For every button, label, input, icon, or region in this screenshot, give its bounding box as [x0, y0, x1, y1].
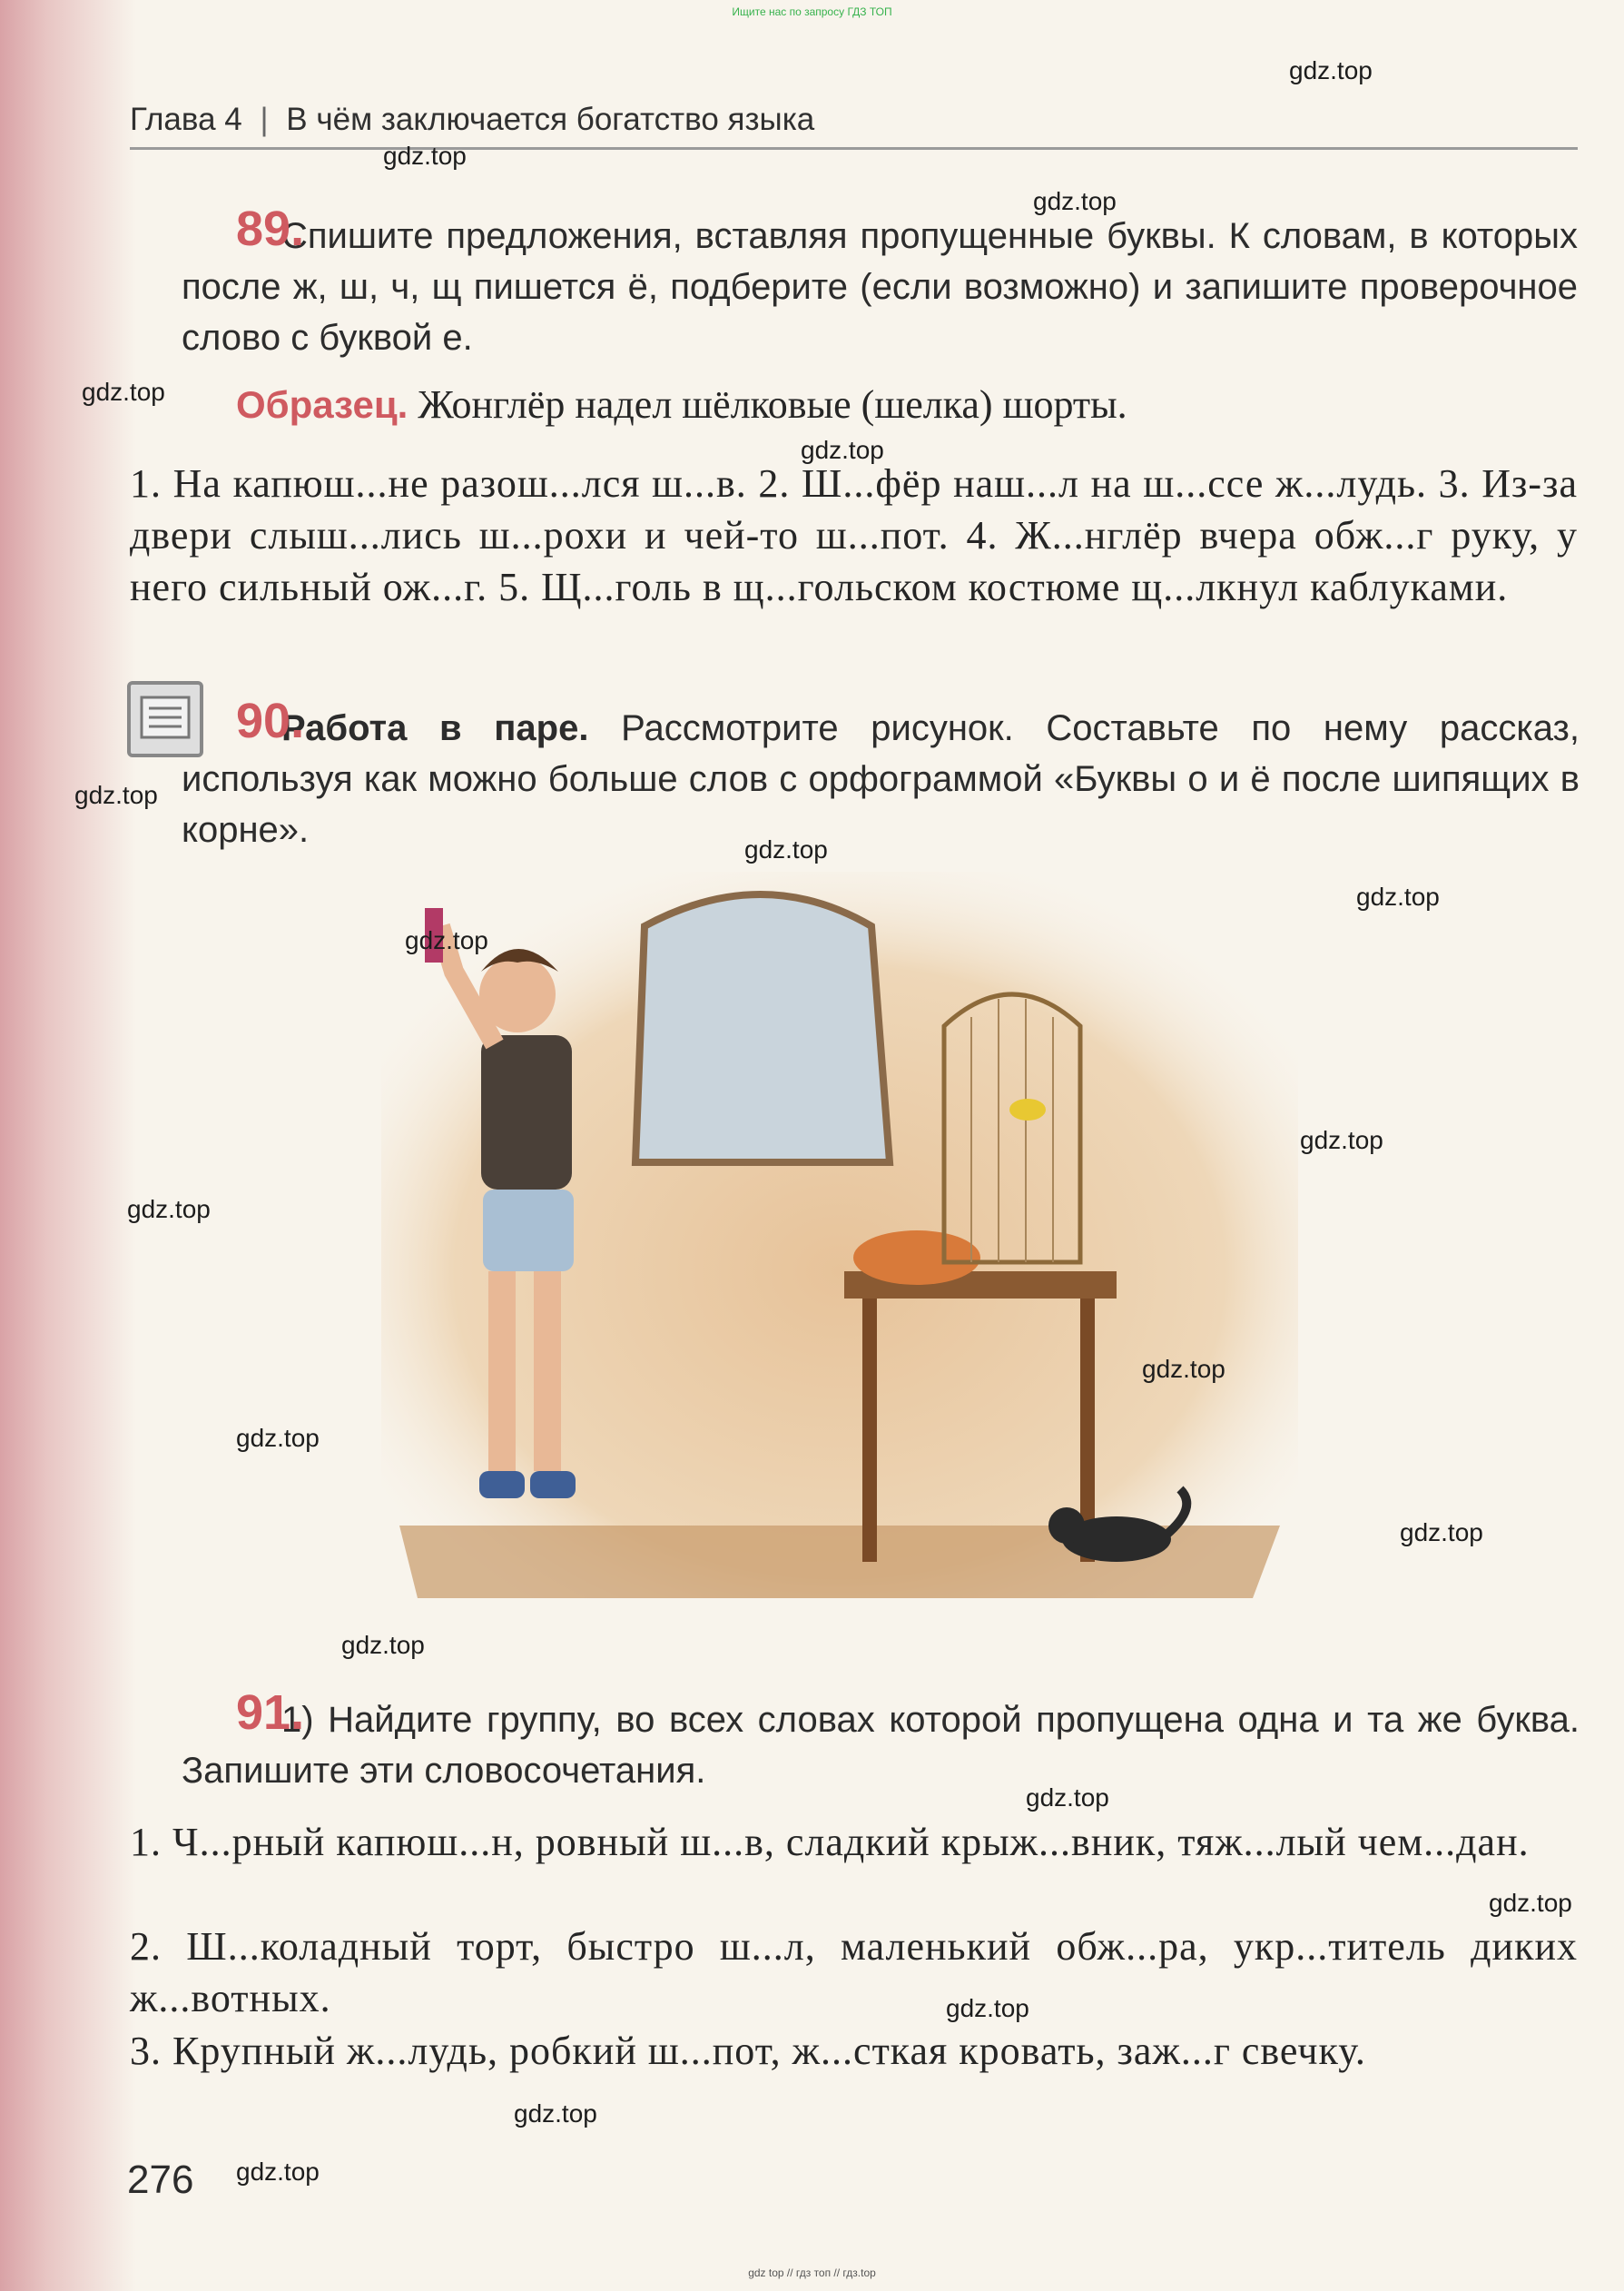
watermark: gdz.top	[236, 1424, 320, 1452]
exercise-90-task	[182, 694, 1580, 855]
watermark: gdz.top	[744, 835, 828, 864]
exercise-90-label: Работа в паре.	[281, 708, 589, 748]
page-number: 276	[127, 2158, 194, 2202]
exercise-91-task	[182, 1685, 1580, 1796]
exercise-91-item-2: 2. Ш...коладный торт, быстро ш...л, маленький обж...ра, укр...титель диких ж...вотных.	[130, 1924, 1578, 2020]
sample-label: Образец.	[236, 383, 408, 426]
watermark: gdz.top	[74, 781, 158, 809]
watermark: gdz.top	[946, 1994, 1029, 2022]
watermark: gdz.top	[514, 2099, 597, 2128]
exercise-91-instructions: 1) Найдите группу, во всех словах которой пропущена одна и та же буква. Запишите эти словосочетания.	[182, 1700, 1580, 1791]
header-separator: |	[260, 102, 269, 137]
watermark: gdz.top	[82, 378, 165, 406]
running-header	[130, 102, 1578, 150]
exercise-90-instructions: Рассмотрите рисунок. Составьте по нему рассказ, используя как можно больше слов с орфограммой «Буквы о и ё после шипящих в корне».	[182, 708, 1580, 850]
exercise-89-sample	[236, 378, 1570, 432]
watermark: gdz.top	[801, 436, 884, 464]
exercise-89-sentences: 1. На капюш...не разош...лся ш...в. 2. Ш...фёр наш...л на ш...ссе ж...лудь. 3. Из-за двери слыш...лись ш...рохи и чей-то ш...пот. 4. Ж...нглёр вчера обж...г руку, у него сильный ож...г. 5. Щ...голь в щ...гольском костюме щ...лкнул каблуками.	[130, 461, 1578, 609]
watermark: gdz.top	[383, 142, 467, 170]
exercise-89-instructions: Спишите предложения, вставляя пропущенные буквы. К словам, в которых после ж, ш, ч, щ пишется ё, подберите (если возможно) и запишите проверочное слово с буквой е.	[182, 216, 1578, 358]
watermark: gdz.top	[405, 926, 488, 954]
exercise-90-number: 90.	[236, 694, 305, 748]
top-note: Ищите нас по запросу ГДЗ ТОП	[732, 5, 892, 18]
watermark: gdz.top	[1026, 1783, 1109, 1812]
watermark: gdz.top	[1400, 1518, 1483, 1546]
watermark: gdz.top	[236, 2158, 320, 2186]
chapter-label: Глава 4	[130, 102, 242, 137]
exercise-91-item-1: 1. Ч...рный капюш...н, ровный ш...в, сладкий крыж...вник, тяж...лый чем...дан.	[130, 1820, 1530, 1864]
watermark: gdz.top	[1142, 1355, 1225, 1383]
illustration-boy-mirror-cage	[381, 872, 1298, 1598]
page-edge	[0, 0, 136, 2291]
watermark: gdz.top	[1300, 1126, 1383, 1154]
watermark: gdz.top	[1289, 56, 1373, 84]
exercise-89-number: 89.	[236, 202, 305, 256]
exercise-89-task	[182, 202, 1578, 363]
sample-text: Жонглёр надел шёлковые (шелка) шорты.	[418, 382, 1127, 427]
watermark: gdz.top	[1033, 187, 1117, 215]
watermark: gdz.top	[1489, 1889, 1572, 1917]
watermark: gdz.top	[1356, 883, 1440, 911]
chapter-title: В чём заключается богатство языка	[286, 102, 815, 137]
exercise-91-number: 91.	[236, 1685, 305, 1740]
exercise-91-item-3: 3. Крупный ж...лудь, робкий ш...пот, ж...сткая кровать, заж...г свечку.	[130, 2029, 1366, 2073]
watermark: gdz.top	[127, 1195, 211, 1223]
watermark: gdz.top	[341, 1631, 425, 1659]
bottom-note: gdz top // гдз топ // гдз.top	[748, 2266, 876, 2279]
